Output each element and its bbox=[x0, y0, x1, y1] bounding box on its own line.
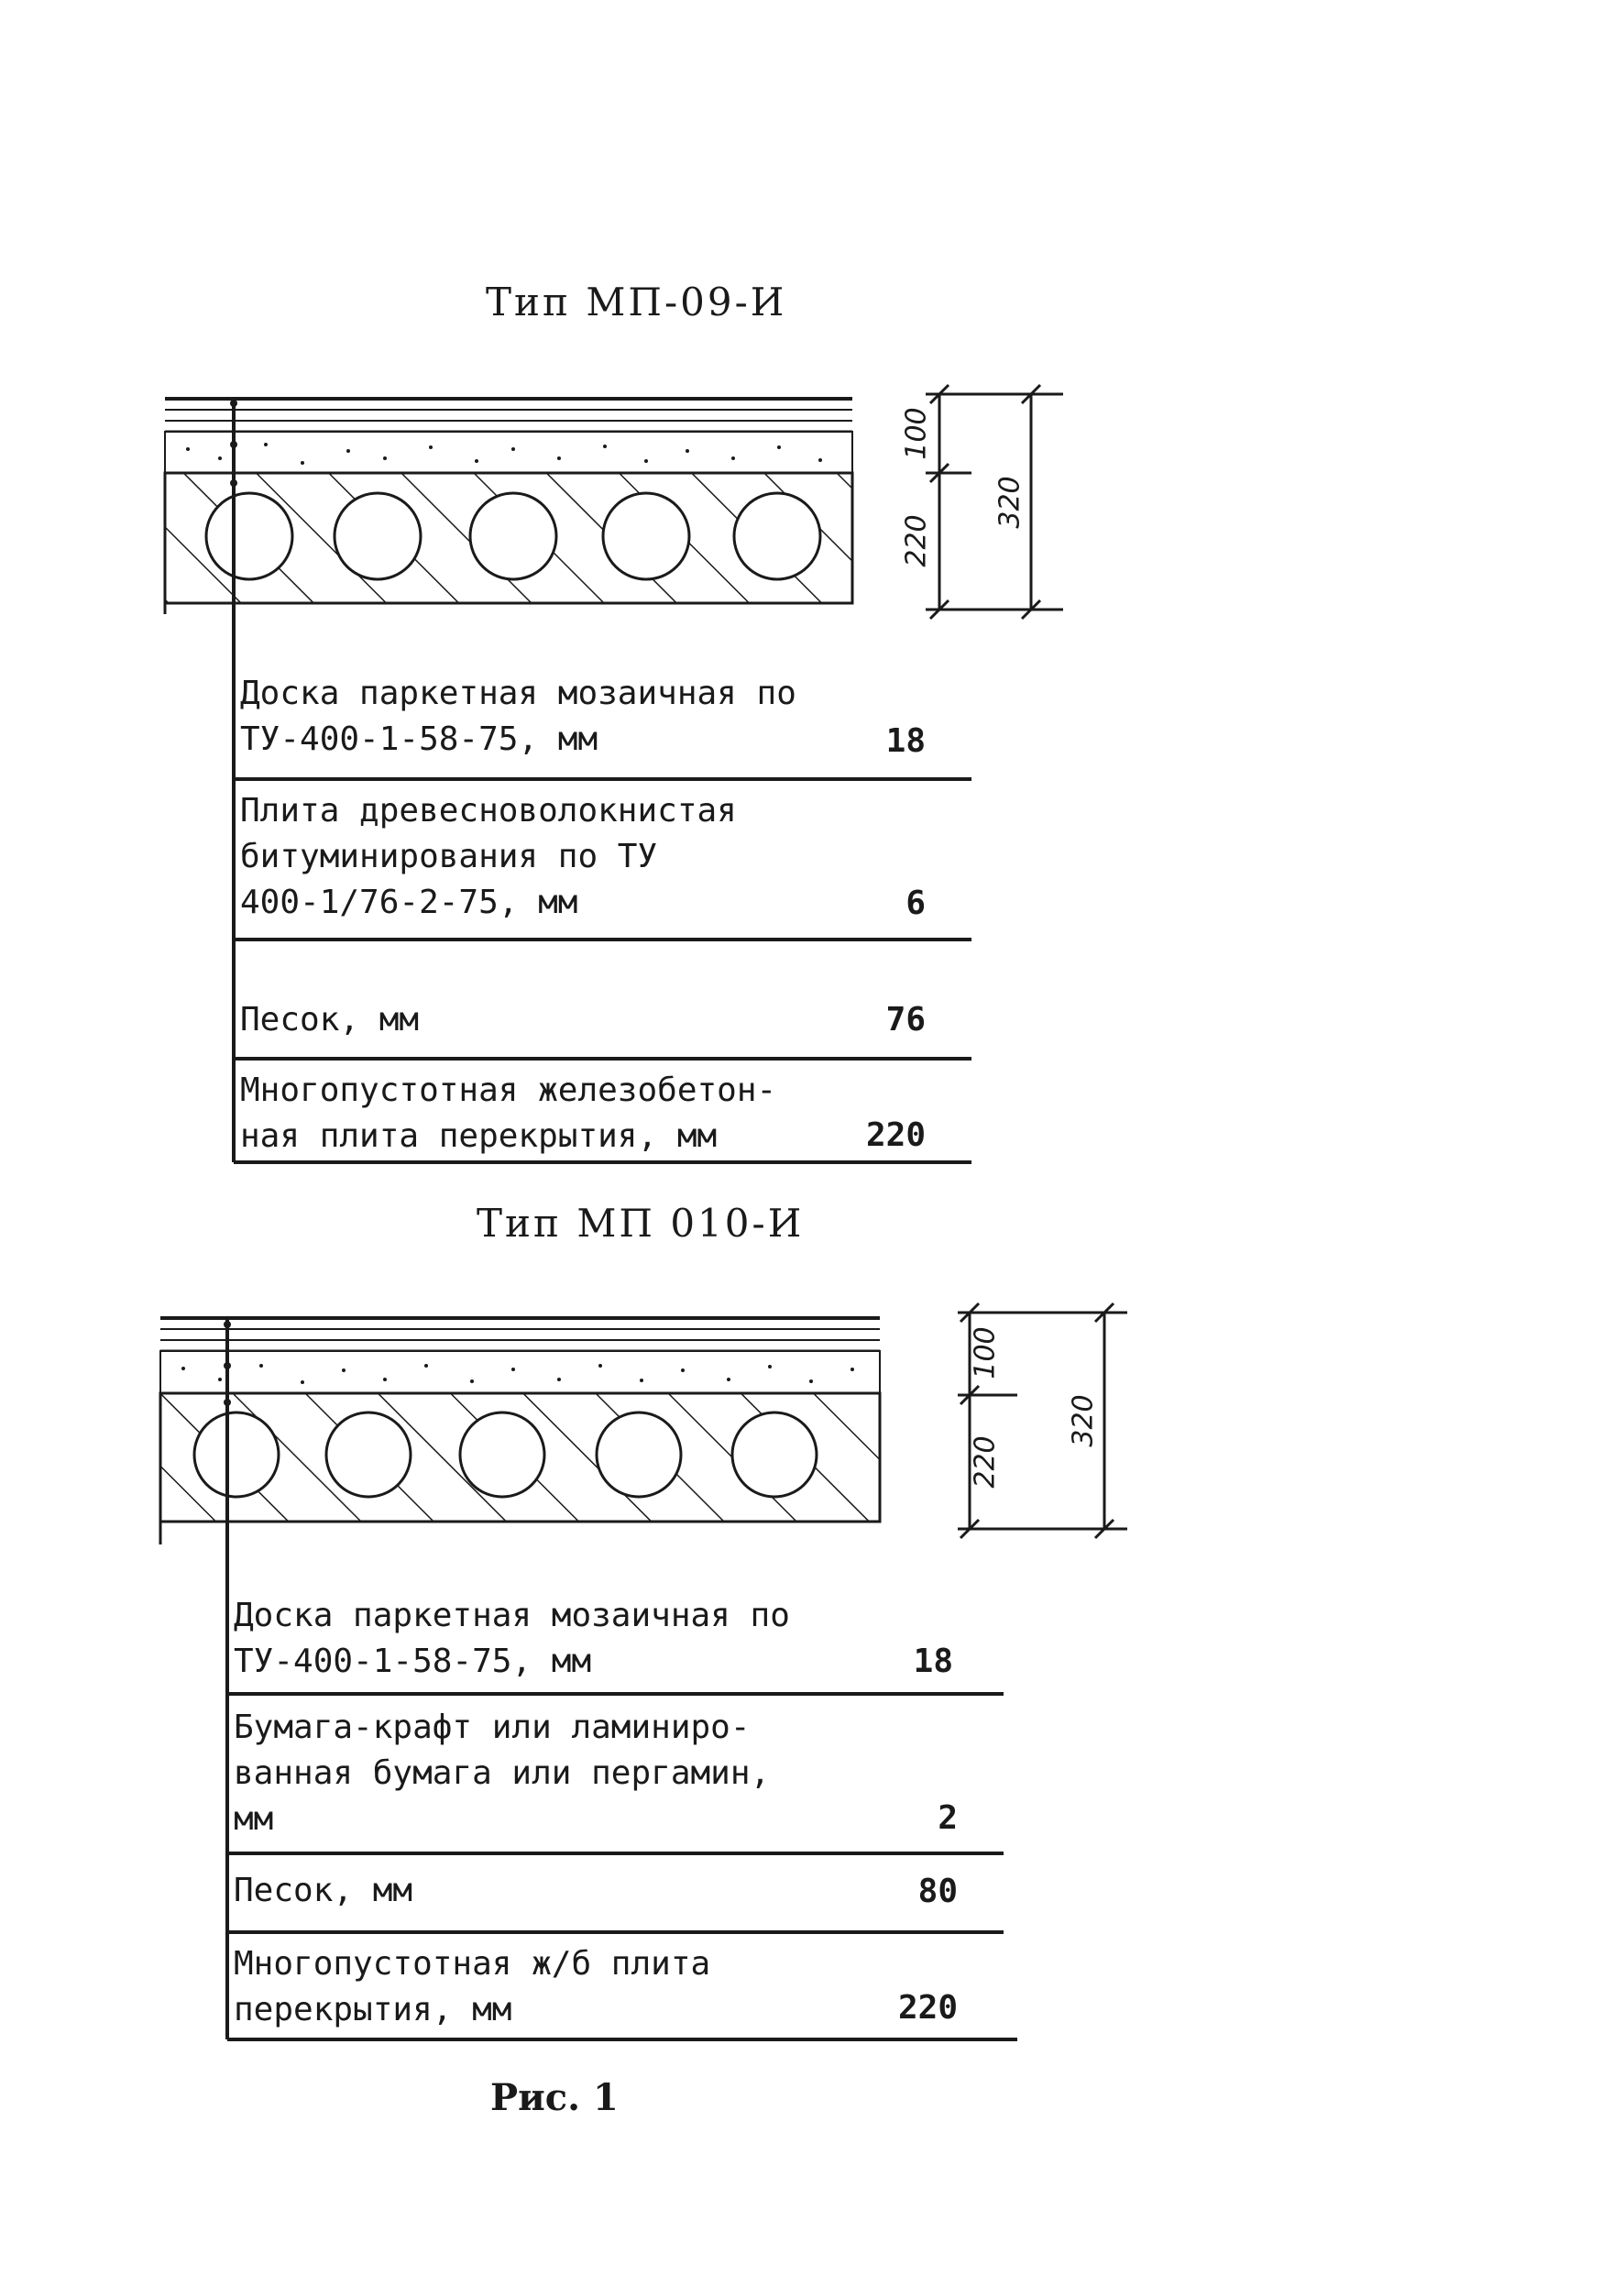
figure2-dim-bottom: 220 bbox=[969, 1435, 1002, 1489]
figure1-dim-bottom: 220 bbox=[900, 514, 933, 567]
figure1-dim-total: 320 bbox=[993, 476, 1026, 529]
figure2-layer-1-text: Доска паркетная мозаичная по ТУ-400-1-58-75, мм bbox=[234, 1597, 790, 1680]
figure1-layer-3-value: 76 bbox=[885, 1001, 926, 1039]
figure1-layer-4-text: Многопустотная железобетон- ная плита перекрытия, мм bbox=[240, 1072, 777, 1155]
figure1-layer-4-value: 220 bbox=[865, 1116, 926, 1154]
figure-caption: Рис. 1 bbox=[490, 2076, 619, 2119]
figure2-layer-2-text: Бумага-крафт или ламиниро- ванная бумага или пергамин, мм bbox=[234, 1709, 771, 1838]
figure2-layer-1-value: 18 bbox=[913, 1643, 953, 1680]
figure1-title: Тип МП-09-И bbox=[486, 280, 787, 324]
figure2-layer-4-value: 220 bbox=[897, 1989, 958, 2027]
figure2-layer-4-text: Многопустотная ж/б плита перекрытия, мм bbox=[234, 1945, 711, 2028]
figure1-layer-2-value: 6 bbox=[905, 885, 926, 922]
figure2-layer-2-value: 2 bbox=[938, 1799, 958, 1837]
figure2-dim-total: 320 bbox=[1067, 1394, 1100, 1447]
figure1-layer-1-text: Доска паркетная мозаичная по ТУ-400-1-58-75, мм bbox=[240, 675, 796, 758]
figure2-layer-3-value: 80 bbox=[917, 1873, 958, 1910]
figure1-layer-2-text: Плита древесноволокнистая битуминирования по ТУ 400-1/76-2-75, мм bbox=[240, 792, 737, 921]
figure2-dim-top: 100 bbox=[969, 1326, 1002, 1379]
figure1-layer-1-value: 18 bbox=[885, 722, 926, 760]
figure2-title: Тип МП 010-И bbox=[477, 1201, 805, 1246]
figure1-layer-3-text: Песок, мм bbox=[240, 1001, 420, 1039]
figure1-dim-top: 100 bbox=[900, 407, 933, 460]
figure2-layer-3-text: Песок, мм bbox=[234, 1872, 413, 1909]
